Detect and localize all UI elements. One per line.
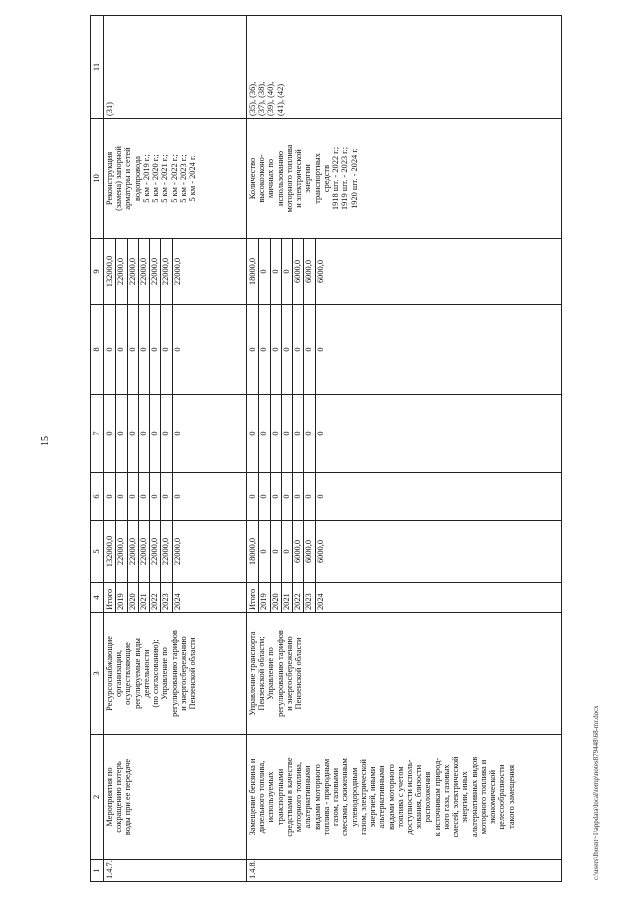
value-cell: 0 bbox=[161, 305, 172, 394]
value-cell: 2022 bbox=[150, 583, 161, 612]
value-cell: 2019 bbox=[116, 583, 127, 612]
indicator-link: (31) bbox=[104, 16, 247, 119]
row-number: 1.4.7. bbox=[104, 860, 247, 882]
value-cell: 0 bbox=[271, 239, 282, 304]
value-cell: 0 bbox=[139, 395, 150, 472]
value-cell: 2023 bbox=[161, 583, 172, 612]
value-cell: 2024 bbox=[172, 593, 182, 610]
value-cell: 0 bbox=[116, 473, 127, 520]
col-header-5: 5 bbox=[91, 521, 104, 583]
table-row bbox=[104, 16, 247, 882]
executor: Ресурсоснабжающие организации, осуществляющие регулируемые виды деятельности (по согласованию); Управление по регулированию тарифов и энергосбережению Пензенской области bbox=[104, 613, 247, 735]
value-cell: 0 bbox=[271, 473, 282, 520]
value-cell: 0 bbox=[259, 239, 270, 304]
col-header-9: 9 bbox=[91, 239, 104, 305]
value-cell: 0 bbox=[315, 347, 325, 352]
value-cell: 22000,0 bbox=[161, 521, 172, 582]
value-cell: 6000,0 bbox=[293, 239, 304, 304]
value-cell: 6000,0 bbox=[315, 259, 325, 284]
value-cell: 2023 bbox=[304, 583, 315, 612]
value-cell: Итого bbox=[105, 583, 116, 612]
value-cell: 0 bbox=[304, 473, 315, 520]
value-stack-years bbox=[247, 583, 562, 613]
value-cell: 0 bbox=[116, 305, 127, 394]
value-stack-c7 bbox=[104, 395, 247, 473]
value-stack-c5 bbox=[104, 521, 247, 583]
value-cell: 0 bbox=[293, 473, 304, 520]
value-cell: 0 bbox=[282, 395, 293, 472]
value-cell: 2019 bbox=[259, 583, 270, 612]
measure-name: Мероприятия по сокращению потерь воды при ее передаче bbox=[104, 735, 247, 860]
value-cell: 0 bbox=[150, 473, 161, 520]
value-cell: 0 bbox=[293, 395, 304, 472]
value-cell: 22000,0 bbox=[161, 239, 172, 304]
col-header-2: 2 bbox=[91, 735, 104, 860]
value-cell: 0 bbox=[150, 305, 161, 394]
value-cell: 0 bbox=[282, 305, 293, 394]
value-cell: 0 bbox=[248, 395, 259, 472]
value-cell: 2024 bbox=[315, 593, 325, 610]
value-stack-c6 bbox=[247, 473, 562, 521]
col-header-8: 8 bbox=[91, 305, 104, 395]
value-cell: 2021 bbox=[139, 583, 150, 612]
column-numbers-row bbox=[91, 16, 104, 882]
value-cell: 0 bbox=[304, 395, 315, 472]
value-cell: 0 bbox=[105, 473, 116, 520]
col-header-11: 11 bbox=[91, 16, 104, 119]
executor: Управление транспорта Пензенской области; Управление по регулированию тарифов и энергосбережению Пензенской области bbox=[247, 613, 562, 735]
value-cell: 0 bbox=[259, 395, 270, 472]
value-cell: 6000,0 bbox=[304, 521, 315, 582]
value-cell: 2021 bbox=[282, 583, 293, 612]
value-cell: 22000,0 bbox=[116, 521, 127, 582]
value-cell: 0 bbox=[161, 473, 172, 520]
col-header-6: 6 bbox=[91, 473, 104, 521]
col-header-7: 7 bbox=[91, 395, 104, 473]
value-cell: 22000,0 bbox=[172, 257, 182, 286]
measures-table bbox=[90, 15, 562, 882]
measure-name: Замещение бензина и дизельного топлива, используемых транспортными средствами в качестве моторного топлива, альтернативными видами моторного топлива - природным газом, газовыми смесями, сжиженным углеводородным газом, электрической энергией, иными альтернативными видами моторного топлива с учетом доступности исполь- зования, близости расположения к источникам природ- ного газа, газовых смесей, электрической энергии, иных альтернативных видов моторного топлива и экономической целесообразности такого замещения bbox=[247, 735, 562, 860]
value-cell: 0 bbox=[315, 494, 325, 499]
value-cell: 0 bbox=[259, 473, 270, 520]
col-header-4: 4 bbox=[91, 583, 104, 613]
value-cell: 22000,0 bbox=[128, 521, 139, 582]
value-cell: 22000,0 bbox=[139, 521, 150, 582]
value-cell: 0 bbox=[172, 494, 182, 499]
value-stack-c9 bbox=[247, 239, 562, 305]
value-cell: 0 bbox=[271, 521, 282, 582]
page-number: 15 bbox=[40, 436, 51, 446]
value-cell: 0 bbox=[161, 395, 172, 472]
value-cell: 2020 bbox=[128, 583, 139, 612]
value-cell: 132000,0 bbox=[105, 521, 116, 582]
value-stack-c6 bbox=[104, 473, 247, 521]
value-cell: 0 bbox=[259, 305, 270, 394]
value-cell: 6000,0 bbox=[304, 239, 315, 304]
value-cell: 0 bbox=[105, 305, 116, 394]
value-cell: 0 bbox=[128, 305, 139, 394]
footer-file-path: c:\users\lbosnt~1\appdata\local\temp\notes879448\68-mr.docx bbox=[592, 705, 600, 880]
value-cell: 22000,0 bbox=[128, 239, 139, 304]
value-cell: 22000,0 bbox=[116, 239, 127, 304]
value-cell: 22000,0 bbox=[139, 239, 150, 304]
value-cell: 0 bbox=[139, 305, 150, 394]
value-cell: 0 bbox=[304, 305, 315, 394]
value-cell: 22000,0 bbox=[150, 239, 161, 304]
value-cell: 0 bbox=[271, 305, 282, 394]
row-number: 1.4.8. bbox=[247, 860, 562, 882]
col-header-3: 3 bbox=[91, 613, 104, 735]
value-cell: 18000,0 bbox=[248, 239, 259, 304]
value-cell: 0 bbox=[139, 473, 150, 520]
value-cell: 18000,0 bbox=[248, 521, 259, 582]
value-cell: 6000,0 bbox=[293, 521, 304, 582]
value-cell: 0 bbox=[315, 431, 325, 436]
value-stack-c7 bbox=[247, 395, 562, 473]
value-cell: 0 bbox=[248, 473, 259, 520]
measures-table-container bbox=[90, 16, 584, 882]
value-cell: Итого bbox=[248, 583, 259, 612]
value-stack-c8 bbox=[247, 305, 562, 395]
col-header-10: 10 bbox=[91, 119, 104, 239]
value-cell: 0 bbox=[282, 521, 293, 582]
value-cell: 0 bbox=[259, 521, 270, 582]
indicator-link: (35), (36), (37), (38), (39), (40), (41), (42) bbox=[247, 16, 562, 119]
value-cell: 0 bbox=[271, 395, 282, 472]
col-header-1: 1 bbox=[91, 860, 104, 882]
value-cell: 0 bbox=[248, 305, 259, 394]
value-cell: 0 bbox=[172, 347, 182, 352]
value-stack-c5 bbox=[247, 521, 562, 583]
value-stack-c9 bbox=[104, 239, 247, 305]
value-cell: 0 bbox=[116, 395, 127, 472]
value-cell: 0 bbox=[293, 305, 304, 394]
value-cell: 0 bbox=[128, 473, 139, 520]
value-stack-years bbox=[104, 583, 247, 613]
table-row bbox=[247, 16, 562, 882]
value-stack-c8 bbox=[104, 305, 247, 395]
value-cell: 22000,0 bbox=[150, 521, 161, 582]
value-cell: 2020 bbox=[271, 583, 282, 612]
value-cell: 132000,0 bbox=[105, 239, 116, 304]
value-cell: 6000,0 bbox=[315, 539, 325, 564]
value-cell: 0 bbox=[150, 395, 161, 472]
value-cell: 22000,0 bbox=[172, 537, 182, 566]
value-cell: 0 bbox=[282, 239, 293, 304]
target-indicator: Реконструкция (замена) запорной арматуры и сетей водопровода 5 км - 2019 г.; 5 км - 2020 г.; 5 км - 2021 г.; 5 км - 2022 г.; 5 км - 2023 г.; 5 км - 2024 г. bbox=[104, 119, 247, 239]
value-cell: 2022 bbox=[293, 583, 304, 612]
value-cell: 0 bbox=[172, 431, 182, 436]
value-cell: 0 bbox=[128, 395, 139, 472]
value-cell: 0 bbox=[105, 395, 116, 472]
target-indicator: Количество высокоэконо- мичных по использованию моторного топлива и электрической энергии транспортных средств 1918 шт. - 2022 г.; 1919 шт. - 2023 г.; 1920 шт. - 2024 г. bbox=[247, 119, 562, 239]
value-cell: 0 bbox=[282, 473, 293, 520]
